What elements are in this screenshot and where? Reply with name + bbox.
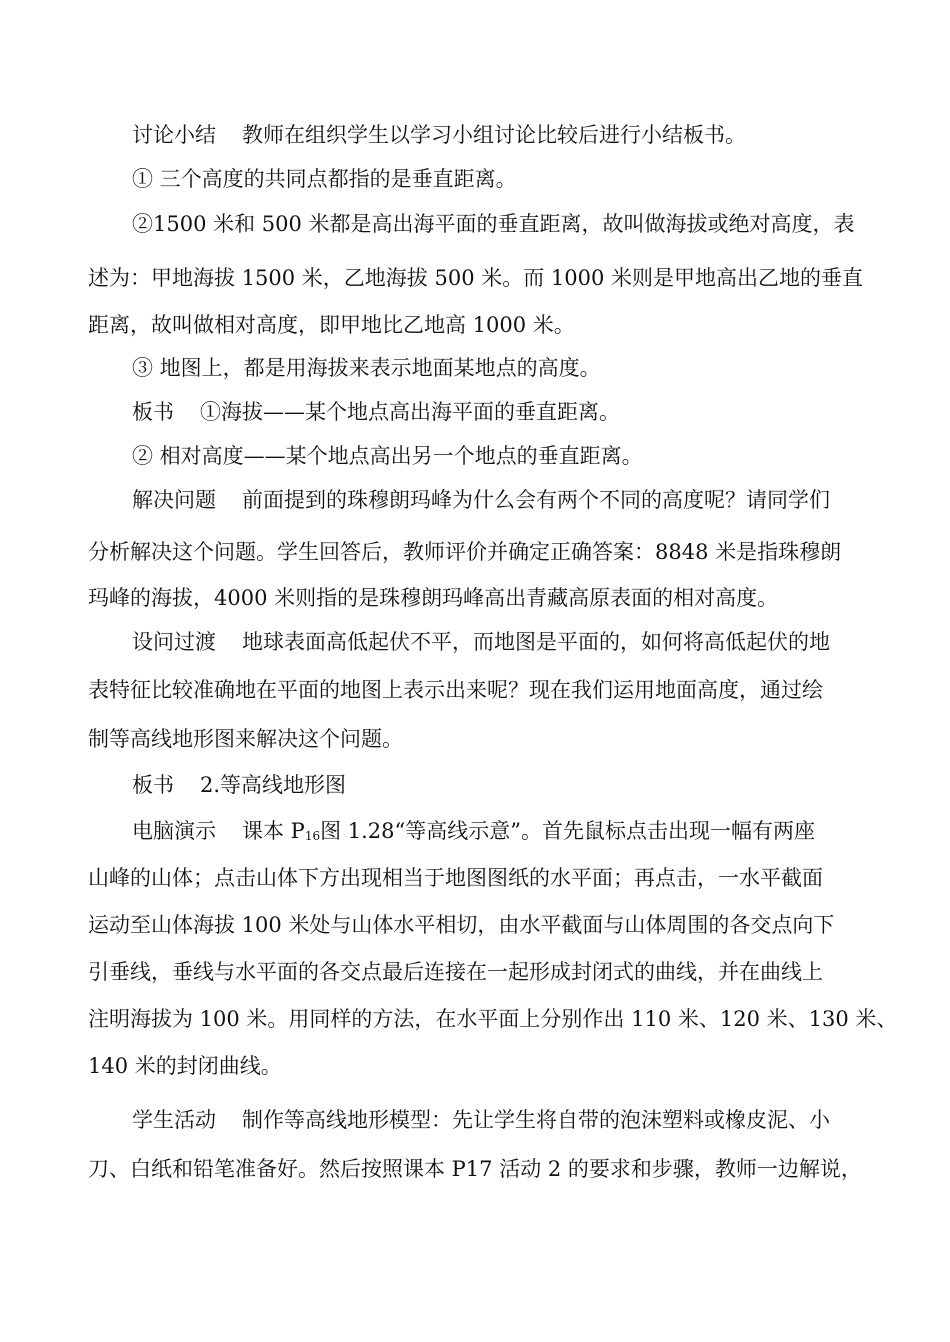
point-2-line-2: 述为：甲地海拔 1500 米，乙地海拔 500 米。而 1000 米则是甲地高出乙地的垂直	[88, 266, 864, 290]
demo-line-2: 山峰的山体；点击山体下方出现相当于地图图纸的水平面；再点击，一水平截面	[88, 866, 823, 890]
point-1-line: ① 三个高度的共同点都指的是垂直距离。	[132, 167, 517, 191]
demo-label: 电脑演示	[132, 819, 216, 843]
transition-label: 设问过渡	[132, 630, 216, 654]
transition-line-3: 制等高线地形图来解决这个问题。	[88, 727, 403, 751]
demo-line-6: 140 米的封闭曲线。	[88, 1054, 282, 1078]
activity-line-2: 刀、白纸和铅笔准备好。然后按照课本 P17 活动 2 的要求和步骤，教师一边解说，	[88, 1157, 862, 1181]
transition-line-2: 表特征比较准确地在平面的地图上表示出来呢？现在我们运用地面高度，通过绘	[88, 678, 823, 702]
demo-line-1: 电脑演示 课本 $P_{16}$图 1.28“等高线示意”。首先鼠标点击出现一幅有两座	[132, 819, 815, 843]
board-label-2: 板书	[132, 773, 174, 797]
activity-label: 学生活动	[132, 1108, 216, 1132]
board-label: 板书	[132, 400, 174, 424]
solve-line-1: 解决问题 前面提到的珠穆朗玛峰为什么会有两个不同的高度呢？请同学们	[132, 488, 830, 512]
board-line-1: 板书 ①海拔——某个地点高出海平面的垂直距离。	[132, 400, 620, 424]
transition-line-1: 设问过渡 地球表面高低起伏不平，而地图是平面的，如何将高低起伏的地	[132, 630, 830, 654]
summary-line-1: 讨论小结 教师在组织学生以学习小组讨论比较后进行小结板书。	[132, 123, 746, 147]
demo-line-4: 引垂线，垂线与水平面的各交点最后连接在一起形成封闭式的曲线，并在曲线上	[88, 960, 823, 984]
page-ref-subscript: 16	[304, 829, 321, 843]
summary-label: 讨论小结	[132, 123, 216, 147]
activity-line-1: 学生活动 制作等高线地形模型：先让学生将自带的泡沫塑料或橡皮泥、小	[132, 1108, 830, 1132]
solve-label: 解决问题	[132, 488, 216, 512]
solve-line-2: 分析解决这个问题。学生回答后，教师评价并确定正确答案：8848 米是指珠穆朗	[88, 540, 842, 564]
solve-line-3: 玛峰的海拔，4000 米则指的是珠穆朗玛峰高出青藏高原表面的相对高度。	[88, 586, 779, 610]
board-line-3: 板书 2.等高线地形图	[132, 773, 347, 797]
point-3-line: ③ 地图上，都是用海拔来表示地面某地点的高度。	[132, 356, 601, 380]
demo-line-5: 注明海拔为 100 米。用同样的方法，在水平面上分别作出 110 米、120 米、130 米、	[88, 1007, 898, 1031]
point-2-line-1: ②1500 米和 500 米都是高出海平面的垂直距离，故叫做海拔或绝对高度，表	[132, 212, 855, 236]
board-line-2: ② 相对高度——某个地点高出另一个地点的垂直距离。	[132, 444, 643, 468]
demo-line-3: 运动至山体海拔 100 米处与山体水平相切，由水平截面与山体周围的各交点向下	[88, 913, 835, 937]
point-2-line-3: 距离，故叫做相对高度，即甲地比乙地高 1000 米。	[88, 313, 575, 337]
